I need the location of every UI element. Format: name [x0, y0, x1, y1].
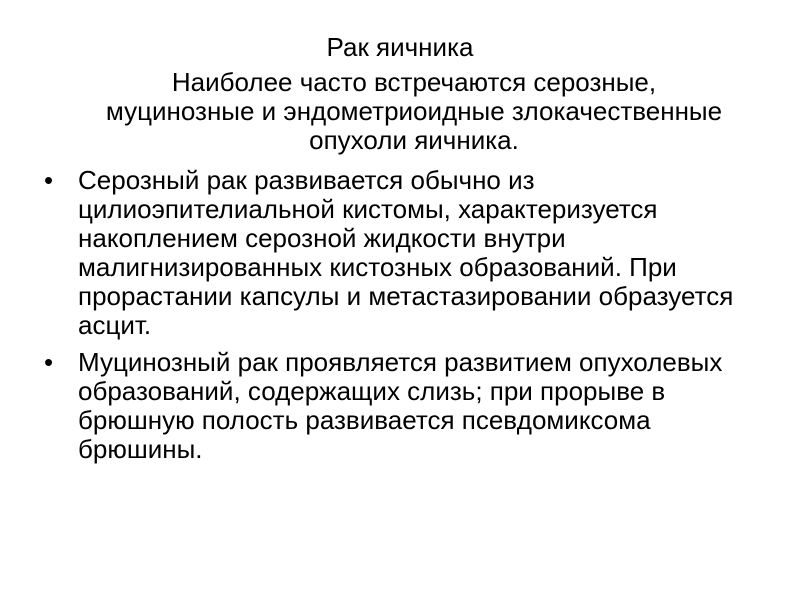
bullet-text: Серозный рак развивается обычно из цилиоэпителиальной кистомы, характеризуется накоплением серозной жидкости внутри малигнизированных кистозных образований. При прорастании капсулы и метастазировании образуется асцит. — [78, 165, 734, 340]
bullet-icon: • — [44, 347, 54, 377]
bullet-item-mucinous — [40, 348, 770, 464]
bullet-icon: • — [44, 165, 54, 195]
slide-subtitle: Наиболее часто встречаются серозные, муцинозные и эндометриоидные злокачественные опухоли яичника. — [105, 67, 723, 155]
bullet-list — [40, 166, 770, 472]
bullet-text: Муцинозный рак проявляется развитием опухолевых образований, содержащих слизь; при прорыве в брюшную полость развивается псевдомиксома брюшины. — [78, 347, 723, 464]
bullet-item-serous — [40, 166, 770, 340]
slide-title: Рак яичника — [326, 32, 474, 62]
